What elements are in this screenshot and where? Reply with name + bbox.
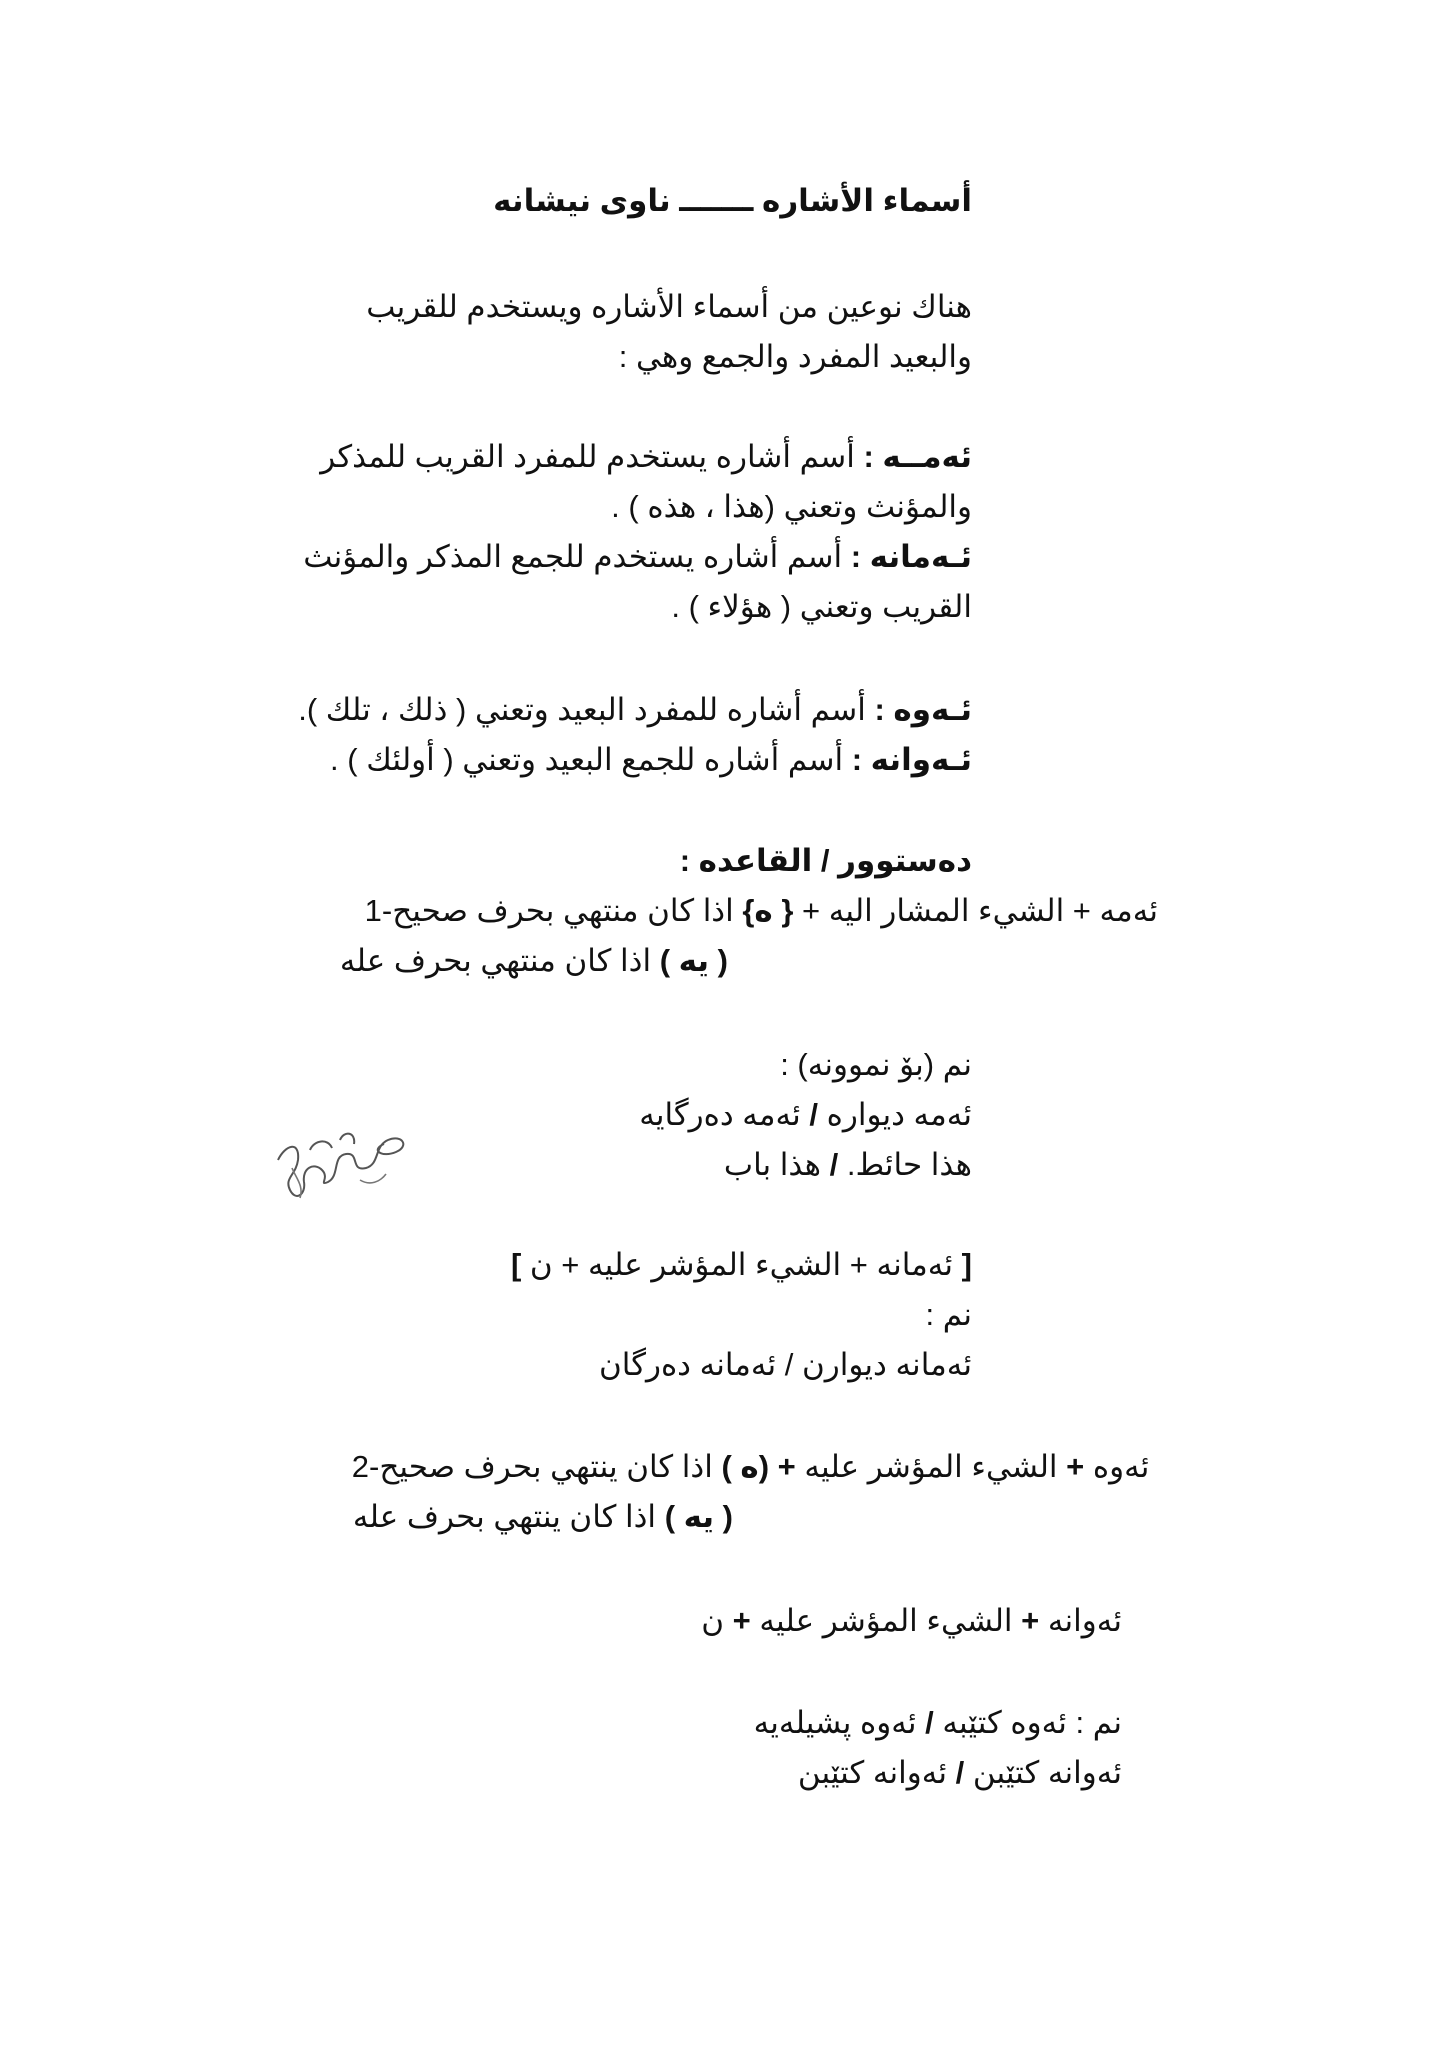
rule-formula: ئەوه	[1092, 1449, 1150, 1484]
plus-sign: +	[1021, 1603, 1040, 1638]
definition-term: ئـەوانه :	[851, 742, 972, 777]
example-separator: /	[925, 1705, 934, 1740]
plural-example-label: نم :	[925, 1297, 972, 1332]
example-item: ئەمه دەرگايه	[639, 1097, 801, 1132]
rule-number: 2-	[351, 1449, 380, 1484]
example-separator: /	[829, 1147, 839, 1182]
rule-formula: الشيء المؤشر عليه	[759, 1603, 1013, 1638]
example-item: نم : ئەوه كتێبه	[942, 1705, 1122, 1740]
example1-line-2	[724, 1140, 972, 1190]
example1-line-1	[639, 1090, 972, 1140]
plus-sign: +	[777, 1449, 796, 1484]
rule2-line-1	[352, 1442, 1158, 1492]
example2-line-2	[798, 1748, 1122, 1798]
intro-line-2: والبعيد المفرد والجمع وهي :	[618, 339, 972, 374]
definition-term: ئـەوه :	[874, 692, 972, 727]
rule-suffix: (ه )	[721, 1449, 770, 1484]
intro-line-1: هناك نوعين من أسماء الأشاره ويستخدم للقريب	[366, 289, 972, 324]
example-item: هذا باب	[723, 1147, 821, 1182]
rule-suffix: { ه}	[742, 893, 794, 928]
example-separator: /	[784, 1347, 794, 1382]
rule-formula: ئەوانه	[1047, 1603, 1122, 1638]
example-item: ئەمه ديواره	[826, 1097, 972, 1132]
rule2-line-2	[353, 1492, 733, 1542]
definition-term: ئـەمانه :	[850, 539, 972, 574]
example-item: هذا حائط.	[846, 1147, 972, 1182]
definition-amah-cont: والمؤنث وتعني (هذا ، هذه ) .	[611, 489, 972, 524]
page-title: أسماء الأشاره ـــــــ ناوى نيشانه	[493, 183, 972, 218]
rule-suffix: ( يه )	[664, 1499, 733, 1534]
example-item: ئەوانه كتێبن	[972, 1755, 1122, 1790]
rule-formula: ئەمانه + الشيء المؤشر عليه + ن	[529, 1247, 954, 1282]
rule-condition: اذا كان ينتهي بحرف عله	[352, 1499, 657, 1534]
rule1-line-2	[340, 936, 728, 986]
example-item: ئەمانه دەرگان	[599, 1347, 777, 1382]
handwritten-signature	[270, 1090, 430, 1210]
definition-amah	[320, 432, 972, 482]
definition-term: ئەمــە :	[863, 439, 972, 474]
plus-sign: +	[732, 1603, 751, 1638]
rule-condition: اذا كان ينتهي بحرف صحيح	[379, 1449, 713, 1484]
plural-rule	[511, 1240, 972, 1290]
definition-text: أسم أشاره يستخدم للمفرد القريب للمذكر	[320, 439, 855, 474]
example-item: ئەمانه ديوارن	[802, 1347, 972, 1382]
rule-suffix: ( يه )	[659, 943, 728, 978]
rule-condition: اذا كان منتهي بحرف عله	[339, 943, 652, 978]
rule1-line-1	[365, 886, 1158, 936]
example-separator: /	[955, 1755, 965, 1790]
definition-text: أسم أشاره للجمع البعيد وتعني ( أولئك ) .	[330, 742, 844, 777]
rule-heading: دەستوور / القاعده :	[679, 843, 972, 878]
bracket-open: [	[961, 1247, 972, 1282]
definition-amana-cont: القريب وتعني ( هؤلاء ) .	[671, 589, 972, 624]
rule-formula: ئەمه + الشيء المشار اليه +	[802, 893, 1158, 928]
plural-example-line	[599, 1340, 972, 1390]
rule-number: 1-	[364, 893, 393, 928]
example-item: ئەوانه كتێبن	[797, 1755, 947, 1790]
rule-formula: الشيء المؤشر عليه	[804, 1449, 1058, 1484]
definition-text: أسم أشاره للمفرد البعيد وتعني ( ذلك ، تلك ).	[298, 692, 866, 727]
plus-sign: +	[1066, 1449, 1085, 1484]
rule-condition: اذا كان منتهي بحرف صحيح	[392, 893, 734, 928]
bracket-close: ]	[510, 1247, 522, 1282]
example2-line-1	[754, 1698, 1122, 1748]
definition-awa	[298, 685, 972, 735]
definition-text: أسم أشاره يستخدم للجمع المذكر والمؤنث	[303, 539, 843, 574]
example1-label: نم (بۆ نموونه) :	[780, 1047, 972, 1082]
example-item: ئەوه پشيلەيه	[753, 1705, 917, 1740]
rule2-plural	[701, 1596, 1122, 1646]
example-separator: /	[809, 1097, 819, 1132]
rule-suffix: ن	[701, 1603, 725, 1638]
definition-awana	[330, 735, 972, 785]
definition-amana	[303, 532, 972, 582]
